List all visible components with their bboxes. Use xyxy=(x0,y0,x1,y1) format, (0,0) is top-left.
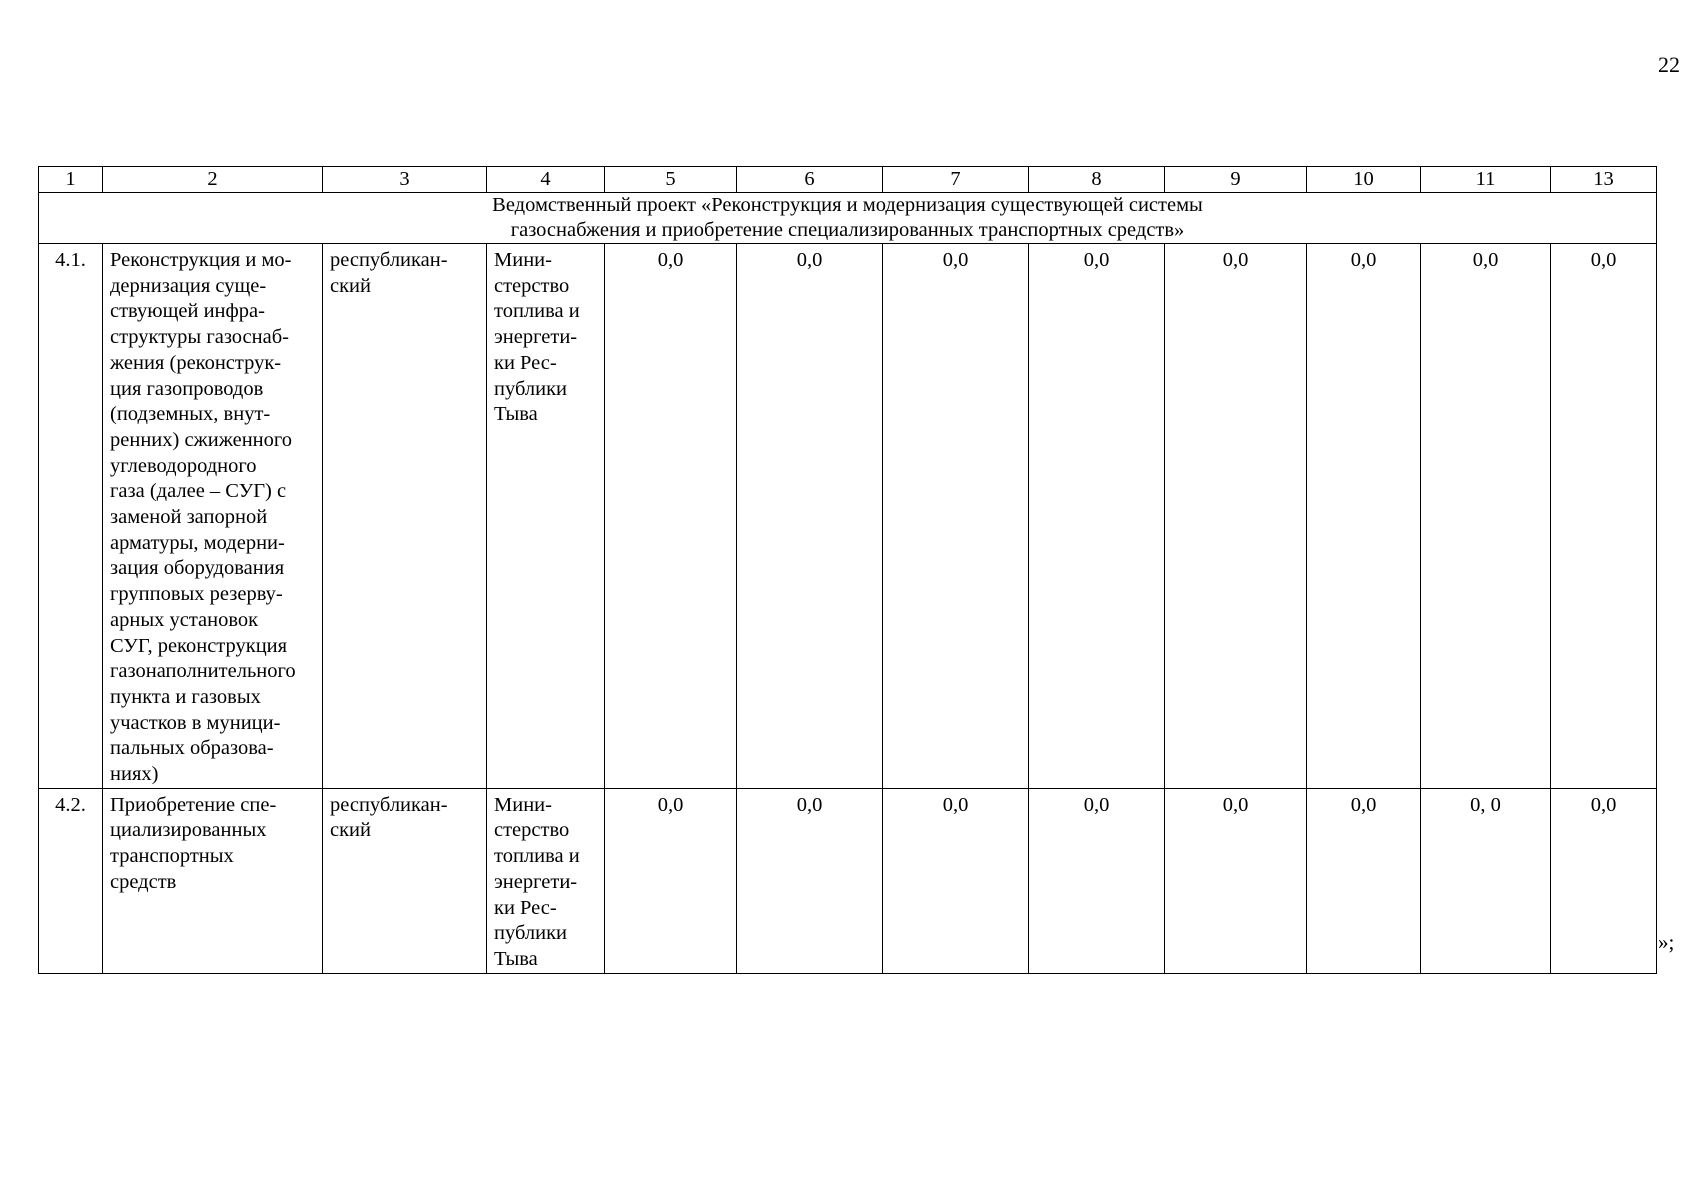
row-value: 0,0 xyxy=(1307,244,1421,789)
section-title-line: газоснабжения и приобретение специализированных транспортных средств» xyxy=(510,219,1185,241)
row-value: 0,0 xyxy=(1165,244,1307,789)
row-value: 0,0 xyxy=(883,244,1029,789)
row-value: 0,0 xyxy=(1029,244,1165,789)
column-number: 2 xyxy=(103,167,323,193)
column-number: 4 xyxy=(487,167,605,193)
column-number: 9 xyxy=(1165,167,1307,193)
row-responsible: Мини- стерство топлива и энергети- ки Рес- публики Тыва xyxy=(487,244,605,789)
row-value: 0,0 xyxy=(883,788,1029,973)
table-row xyxy=(39,244,1657,789)
column-number: 6 xyxy=(737,167,883,193)
row-responsible: Мини- стерство топлива и энергети- ки Рес- публики Тыва xyxy=(487,788,605,973)
row-value: 0, 0 xyxy=(1421,788,1551,973)
row-value: 0,0 xyxy=(605,244,737,789)
column-number: 8 xyxy=(1029,167,1165,193)
row-value: 0,0 xyxy=(737,788,883,973)
row-index: 4.1. xyxy=(39,244,103,789)
section-title xyxy=(39,193,1657,244)
column-number: 1 xyxy=(39,167,103,193)
row-level: республикан- ский xyxy=(323,788,487,973)
row-index: 4.2. xyxy=(39,788,103,973)
section-title-line: Ведомственный проект «Реконструкция и модернизация существующей системы xyxy=(492,194,1203,216)
column-number: 5 xyxy=(605,167,737,193)
row-value: 0,0 xyxy=(1551,788,1657,973)
table-container xyxy=(38,166,1656,974)
closing-quote-mark: »; xyxy=(1658,930,1675,954)
section-title-row xyxy=(39,193,1657,244)
row-value: 0,0 xyxy=(1421,244,1551,789)
row-value: 0,0 xyxy=(1307,788,1421,973)
program-table xyxy=(38,166,1657,974)
row-value: 0,0 xyxy=(737,244,883,789)
column-number: 10 xyxy=(1307,167,1421,193)
row-name: Приобретение спе- циализированных транспортных средств xyxy=(103,788,323,973)
column-number: 13 xyxy=(1551,167,1657,193)
row-value: 0,0 xyxy=(1029,788,1165,973)
column-number: 7 xyxy=(883,167,1029,193)
row-level: республикан- ский xyxy=(323,244,487,789)
table-row xyxy=(39,788,1657,973)
row-value: 0,0 xyxy=(605,788,737,973)
column-number: 11 xyxy=(1421,167,1551,193)
row-value: 0,0 xyxy=(1551,244,1657,789)
column-number-row xyxy=(39,167,1657,193)
page-number: 22 xyxy=(1658,52,1680,77)
column-number: 3 xyxy=(323,167,487,193)
row-value: 0,0 xyxy=(1165,788,1307,973)
row-name: Реконструкция и мо- дернизация суще- ствующей инфра- структуры газоснаб- жения (реконструк- ция газопроводов (подземных, внут- ренних) сжиженного углеводородного газа (далее – СУГ) с заменой запорной арматуры, модерни- зация оборудования групповых резерву- арных установок СУГ, реконструкция газонаполнительного пункта и газовых участков в муници- пальных образова- ниях) xyxy=(103,244,323,789)
